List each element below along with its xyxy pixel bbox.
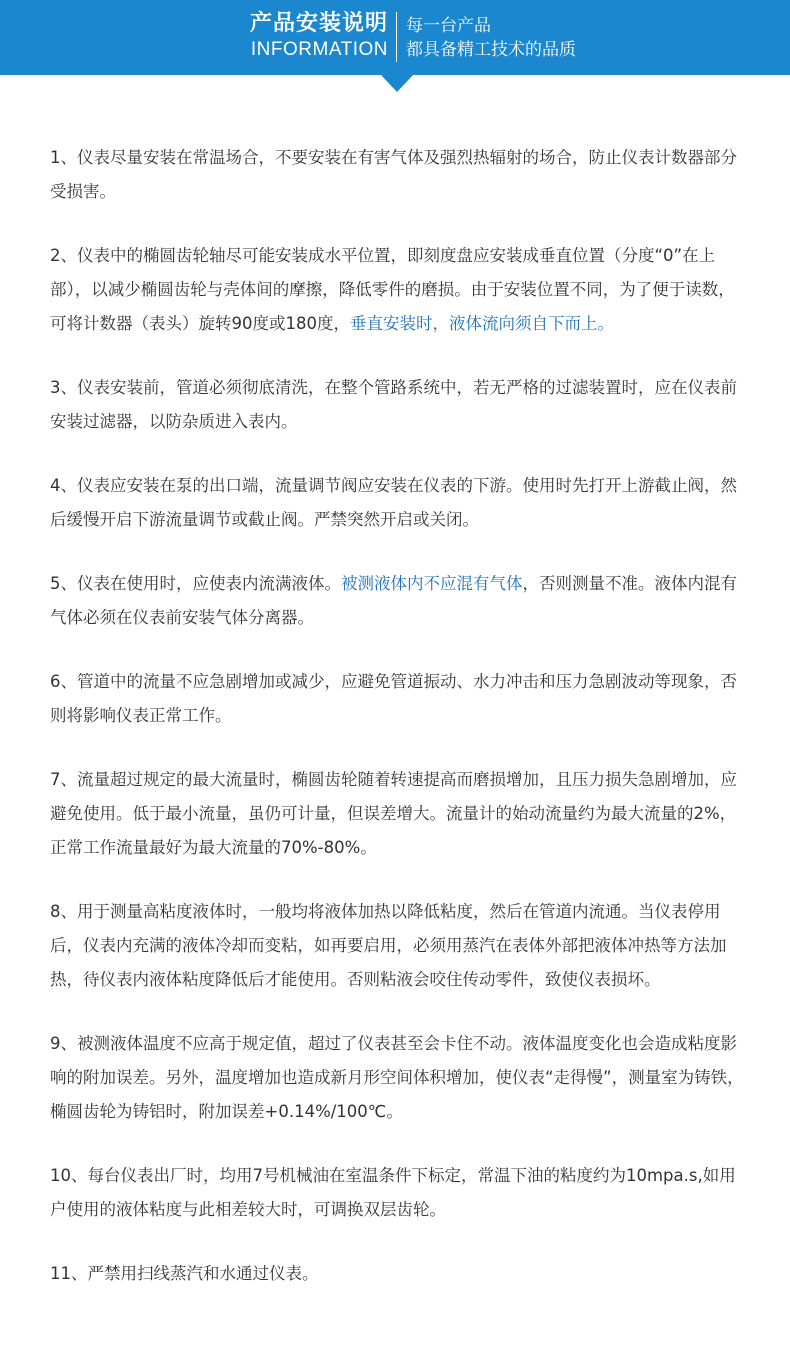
instruction-text: 2、仪表中的椭圆齿轮轴尽可能安装成水平位置，即刻度盘应安装成垂直位置（分度“0”在上部），以减少椭圆齿轮与壳体间的摩擦，降低零件的磨损。由于安装位置不同，为了便于读数，可将计数器（表头）旋转90度或180度，	[50, 246, 735, 333]
banner-slogan	[406, 14, 576, 62]
banner-arrow-pointer	[380, 74, 414, 92]
instruction-text: 1、仪表尽量安装在常温场合，不要安装在有害气体及强烈热辐射的场合，防止仪表计数器部分受损害。	[50, 148, 737, 201]
instruction-highlight: 垂直安装时，液体流向须自下而上。	[350, 314, 614, 333]
instruction-item-7	[50, 763, 750, 865]
banner-title-block	[250, 10, 388, 62]
slogan-line-2: 都具备精工技术的品质	[406, 40, 576, 60]
instruction-item-8	[50, 895, 750, 997]
instruction-item-5	[50, 567, 750, 635]
instruction-list	[50, 141, 750, 1291]
instruction-text: 5、仪表在使用时，应使表内流满液体。	[50, 574, 341, 593]
instruction-text-after: ，否则测量不准。液体内混有气体必须在仪表前安装气体分离器。	[50, 574, 737, 627]
instruction-item-10	[50, 1159, 750, 1227]
instruction-text: 10、每台仪表出厂时，均用7号机械油在室温条件下标定，常温下油的粘度约为10mpa.s,如用户使用的液体粘度与此相差较大时，可调换双层齿轮。	[50, 1166, 736, 1219]
instruction-text: 3、仪表安装前，管道必须彻底清洗，在整个管路系统中，若无严格的过滤装置时，应在仪表前安装过滤器，以防杂质进入表内。	[50, 378, 737, 431]
instruction-item-11	[50, 1257, 750, 1291]
instruction-item-4	[50, 469, 750, 537]
slogan-line-1: 每一台产品	[406, 16, 491, 36]
page-subtitle: INFORMATION	[250, 39, 388, 60]
instruction-item-9	[50, 1027, 750, 1129]
banner-divider	[396, 12, 397, 62]
header-banner	[0, 0, 790, 75]
instruction-text: 4、仪表应安装在泵的出口端，流量调节阀应安装在仪表的下游。使用时先打开上游截止阀，然后缓慢开启下游流量调节或截止阀。严禁突然开启或关闭。	[50, 476, 737, 529]
instruction-highlight: 被测液体内不应混有气体	[341, 574, 523, 593]
page-title: 产品安装说明	[249, 11, 388, 36]
instruction-text: 8、用于测量高粘度液体时，一般均将液体加热以降低粘度，然后在管道内流通。当仪表停用后，仪表内充满的液体冷却而变粘，如再要启用，必须用蒸汽在表体外部把液体冲热等方法加热，待仪表内液体粘度降低后才能使用。否则粘液会咬住传动零件，致使仪表损坏。	[50, 902, 727, 989]
instruction-item-2	[50, 239, 750, 341]
instruction-text: 6、管道中的流量不应急剧增加或减少，应避免管道振动、水力冲击和压力急剧波动等现象，否则将影响仪表正常工作。	[50, 672, 737, 725]
instruction-item-6	[50, 665, 750, 733]
instruction-text: 9、被测液体温度不应高于规定值，超过了仪表甚至会卡住不动。液体温度变化也会造成粘度影响的附加误差。另外，温度增加也造成新月形空间体积增加，使仪表“走得慢”，测量室为铸铁，椭圆齿轮为铸铝时，附加误差+0.14%/100℃。	[50, 1034, 744, 1121]
instruction-text: 7、流量超过规定的最大流量时，椭圆齿轮随着转速提高而磨损增加，且压力损失急剧增加，应避免使用。低于最小流量，虽仍可计量，但误差增大。流量计的始动流量约为最大流量的2%，正常工作流量最好为最大流量的70%-80%。	[50, 770, 737, 857]
instruction-item-3	[50, 371, 750, 439]
instruction-text: 11、严禁用扫线蒸汽和水通过仪表。	[50, 1264, 319, 1283]
instruction-item-1	[50, 141, 750, 209]
